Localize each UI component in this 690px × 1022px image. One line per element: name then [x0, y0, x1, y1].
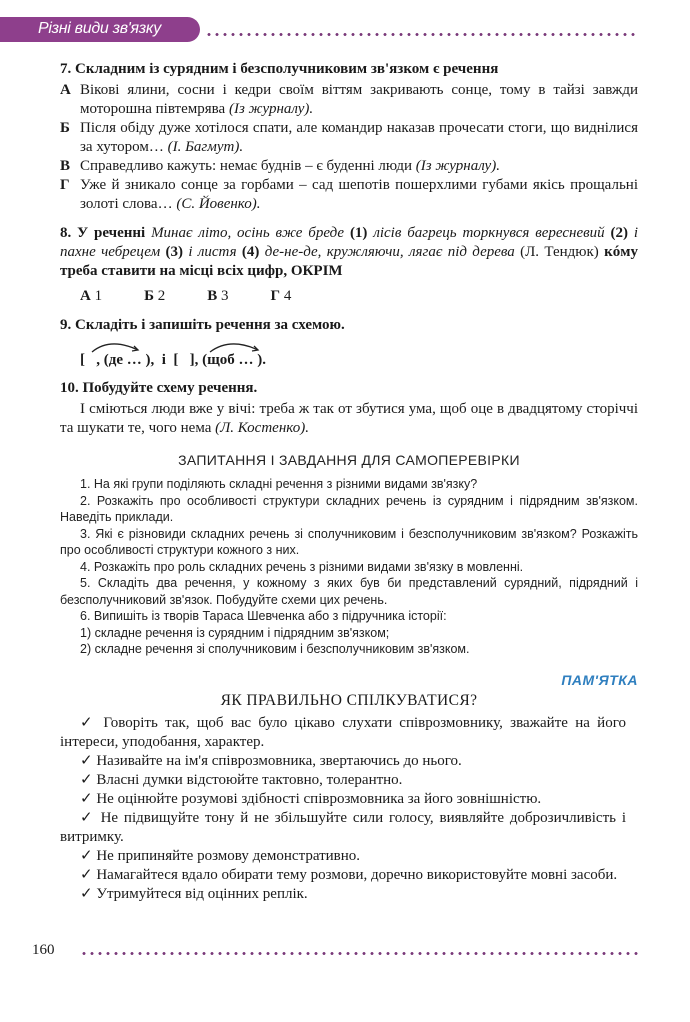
- header-dotted-rule: [205, 33, 637, 36]
- section-tab: [0, 17, 200, 42]
- memo-tip: ✓ Намагайтеся вдало обирати тему розмови, доречно використовуйте мовні засоби.: [80, 867, 618, 883]
- sentence-part: Минає літо, осінь вже бреде: [151, 225, 345, 241]
- footer-dotted-rule: [80, 952, 638, 955]
- option-letter: А: [60, 82, 71, 98]
- option-letter: В: [60, 158, 71, 174]
- section-tab-label: Різні види зв'язку: [38, 20, 161, 37]
- option-source: (Із журналу).: [415, 158, 500, 174]
- question-9-title: 9. Складіть і запишіть речення за схемою.: [60, 317, 345, 333]
- question-8-text: кóму треба ставити на місці всіх цифр, ОКРІМ: [60, 244, 639, 279]
- sentence-part: і пахне чебрецем: [60, 225, 639, 260]
- question-8: [60, 224, 638, 306]
- memo-tip: ✓ Не підвищуйте тону й не збільшуйте сили голосу, виявляйте доброзичливість і витримку.: [60, 810, 626, 845]
- self-check-item: 2. Розкажіть про особливості структури складних речень із сурядним і підрядним зв'язком. Наведіть приклади.: [60, 493, 638, 524]
- number-marker: (2): [610, 225, 628, 241]
- option-letter: Б: [60, 120, 70, 136]
- memo-tip: ✓ Не припиняйте розмову демонстративно.: [80, 848, 361, 864]
- sentence-part: де-не-де, кружляючи, лягає під дерева: [264, 244, 515, 260]
- self-check-item: 1. На які групи поділяють складні речення з різними видами зв'язку?: [80, 477, 478, 491]
- question-10-text: І сміються люди вже у вічі: треба ж так от збутися ума, щоб оце в двадцятому сторіччі та шукати те, чого нема (Л. Костенко).: [60, 401, 638, 436]
- number-marker: (1): [349, 225, 368, 241]
- answer-c: В 3: [207, 288, 229, 304]
- number-marker: (3): [165, 244, 183, 260]
- question-9: [60, 316, 638, 369]
- answer-d: Г 4: [270, 288, 292, 304]
- sentence-schema: [80, 343, 638, 369]
- option-c: [60, 157, 638, 176]
- option-d: [60, 176, 638, 214]
- question-10-source: (Л. Костенко).: [215, 420, 309, 436]
- option-text: Уже й зникало сонце за горбами – сад шепотів пошерхлими губами якісь прощальні золоті слова…: [80, 177, 638, 212]
- self-check-list: [60, 476, 638, 658]
- schema-text: [ , (де … ), і [ ], (щоб … ).: [80, 352, 267, 368]
- answer-b: Б 2: [144, 288, 166, 304]
- self-check-item: 5. Складіть два речення, у кожному з яких був би представлений сурядний, підрядний і безсполучниковий зв'язок. Побудуйте схеми цих речень.: [60, 576, 638, 607]
- check-icon: ✓: [80, 810, 95, 826]
- sentence-part: і листя: [188, 244, 237, 260]
- option-text: Вікові ялини, сосни і кедри своїм віттям закривають сонце, тому в тайзі завжди моторошна півтемрява: [80, 82, 638, 117]
- check-icon: ✓: [80, 753, 93, 769]
- self-check-title: ЗАПИТАННЯ І ЗАВДАННЯ ДЛЯ САМОПЕРЕВІРКИ: [178, 452, 520, 468]
- self-check-item: 3. Які є різновиди складних речень зі сполучниковим і безсполучниковим зв'язком? Розкажіть про особливості структури кожного з них.: [60, 526, 638, 557]
- check-icon: ✓: [80, 772, 93, 788]
- question-10-title: 10. Побудуйте схему речення.: [60, 380, 258, 396]
- number-marker: (4): [241, 244, 260, 260]
- memo-title: ЯК ПРАВИЛЬНО СПІЛКУВАТИСЯ?: [220, 692, 478, 709]
- self-check-item: 6. Випишіть із творів Тараса Шевченка або з підручника історії:: [80, 609, 447, 623]
- sentence-part: лісів багрець торкнувся вересневий: [373, 225, 605, 241]
- memo-tip: ✓ Називайте на ім'я співрозмовника, звертаючись до нього.: [80, 753, 462, 769]
- memo-label: ПАМ'ЯТКА: [561, 672, 638, 688]
- memo-tip: ✓ Утримуйтеся від оцінних реплік.: [80, 886, 308, 902]
- check-icon: ✓: [80, 848, 93, 864]
- memo-tip: ✓ Не оцінюйте розумові здібності співрозмовника за його зовнішністю.: [80, 791, 542, 807]
- memo-tips: [60, 714, 626, 904]
- page-number: 160: [32, 942, 55, 958]
- memo-tip: ✓ Власні думки відстоюйте тактовно, толерантно.: [80, 772, 403, 788]
- check-icon: ✓: [80, 886, 93, 902]
- question-7: [60, 60, 638, 214]
- option-text: Справедливо кажуть: немає буднів – є буденні люди: [80, 158, 413, 174]
- memo-tip: ✓ Говоріть так, щоб вас було цікаво слухати співрозмовнику, зважайте на його інтереси, уподобання, характер.: [60, 715, 626, 750]
- option-a: [60, 81, 638, 119]
- option-source: (С. Йовенко).: [176, 196, 261, 212]
- option-text: Після обіду дуже хотілося спати, але командир наказав прочесати стоги, що виднілися за хутором…: [80, 120, 638, 155]
- check-icon: ✓: [80, 791, 93, 807]
- check-icon: ✓: [80, 867, 93, 883]
- check-icon: ✓: [80, 715, 97, 731]
- answer-options: [80, 287, 638, 306]
- option-source: (Із журналу).: [228, 101, 314, 117]
- sentence-author: (Л. Тендюк): [520, 244, 599, 260]
- self-check-item: 2) складне речення зі сполучниковим і безсполучниковим зв'язком.: [80, 642, 470, 656]
- self-check-item: 4. Розкажіть про роль складних речень з різними видами зв'язку в мовленні.: [80, 559, 524, 574]
- self-check-item: 1) складне речення із сурядним і підрядним зв'язком;: [80, 625, 390, 640]
- option-b: [60, 119, 638, 157]
- exercise-block: [60, 60, 638, 658]
- option-letter: Г: [60, 177, 70, 193]
- question-8-lead: 8. У реченні: [60, 225, 146, 241]
- answer-a: А 1: [80, 288, 103, 304]
- question-10: [60, 379, 638, 438]
- question-7-title: 7. Складним із сурядним і безсполучниковим зв'язком є речення: [60, 61, 499, 77]
- option-source: (І. Багмут).: [167, 139, 244, 155]
